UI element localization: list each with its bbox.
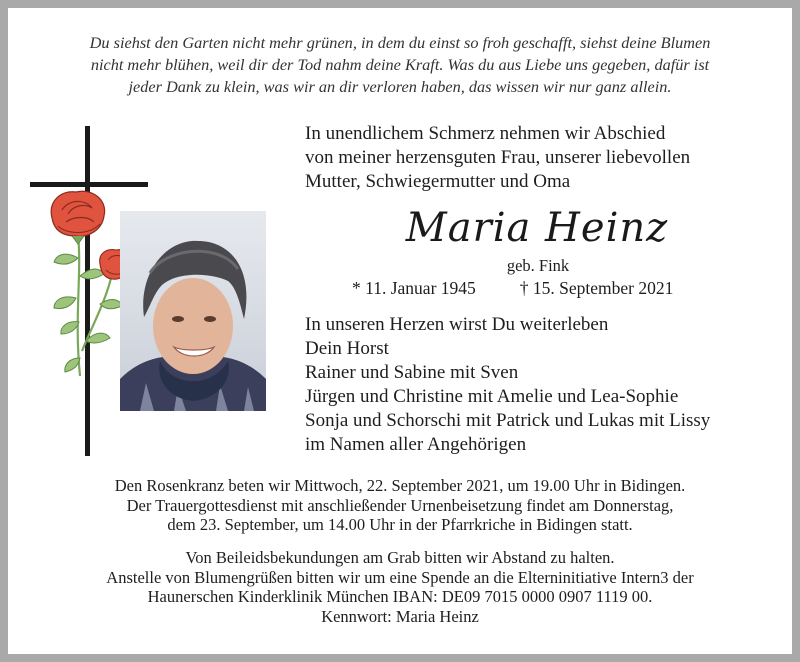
donation-line: Kennwort: Maria Heinz [321, 606, 479, 626]
intro-line: Mutter, Schwiegermutter und Oma [305, 171, 571, 192]
mourner-line: Jürgen und Christine mit Amelie und Lea-Sophie [305, 386, 679, 407]
poem-line: Du siehst den Garten nicht mehr grünen, in dem du einst so froh geschafft, siehst deine Blumen [89, 33, 711, 52]
poem-line: nicht mehr blühen, weil dir der Tod nahm deine Kraft. Was du aus Liebe uns gegeben, dafür ist [90, 55, 710, 74]
life-dates [352, 278, 673, 299]
death-date: † 15. September 2021 [519, 278, 674, 298]
intro-line: In unendlichem Schmerz nehmen wir Abschied [305, 123, 666, 144]
poem-line: jeder Dank zu klein, was wir an dir verloren haben, das wissen wir nur ganz allein. [128, 77, 672, 96]
birth-name: geb. Fink [506, 256, 570, 275]
donation-info [8, 548, 792, 626]
rose-large [51, 191, 104, 244]
poem [8, 32, 792, 98]
obituary-card [8, 8, 792, 654]
mourner-line: Sonja und Schorschi mit Patrick und Lukas mit Lissy [305, 410, 711, 431]
service-line: Den Rosenkranz beten wir Mittwoch, 22. September 2021, um 19.00 Uhr in Bidingen. [114, 476, 686, 495]
intro-line: von meiner herzensguten Frau, unserer liebevollen [305, 147, 691, 168]
birth-date: * 11. Januar 1945 [352, 278, 476, 298]
intro-text [305, 122, 690, 194]
cross-horizontal-beam [30, 182, 148, 187]
donation-line: Haunerschen Kinderklinik München IBAN: DE09 7015 0000 0907 1119 00. [147, 587, 653, 606]
mourner-line: im Namen aller Angehörigen [305, 434, 527, 455]
portrait-image [120, 211, 266, 411]
donation-line: Anstelle von Blumengrüßen bitten wir um eine Spende an die Elterninitiative Intern3 der [106, 567, 694, 587]
deceased-name: Maria Heinz [405, 205, 669, 251]
mourner-line: Dein Horst [305, 338, 389, 359]
mourner-line: Rainer und Sabine mit Sven [305, 362, 519, 383]
service-line: Der Trauergottesdienst mit anschließender Urnenbeisetzung findet am Donnerstag, [126, 495, 674, 515]
service-line: dem 23. September, um 14.00 Uhr in der Pfarrkriche in Bidingen statt. [167, 515, 633, 534]
service-info [8, 476, 792, 535]
cross-vertical-beam [85, 126, 90, 456]
donation-line: Von Beileidsbekundungen am Grab bitten wir Abstand zu halten. [185, 548, 615, 567]
mourners-list [305, 313, 710, 457]
mourner-line: In unseren Herzen wirst Du weiterleben [305, 314, 609, 335]
portrait-photo [120, 211, 266, 411]
